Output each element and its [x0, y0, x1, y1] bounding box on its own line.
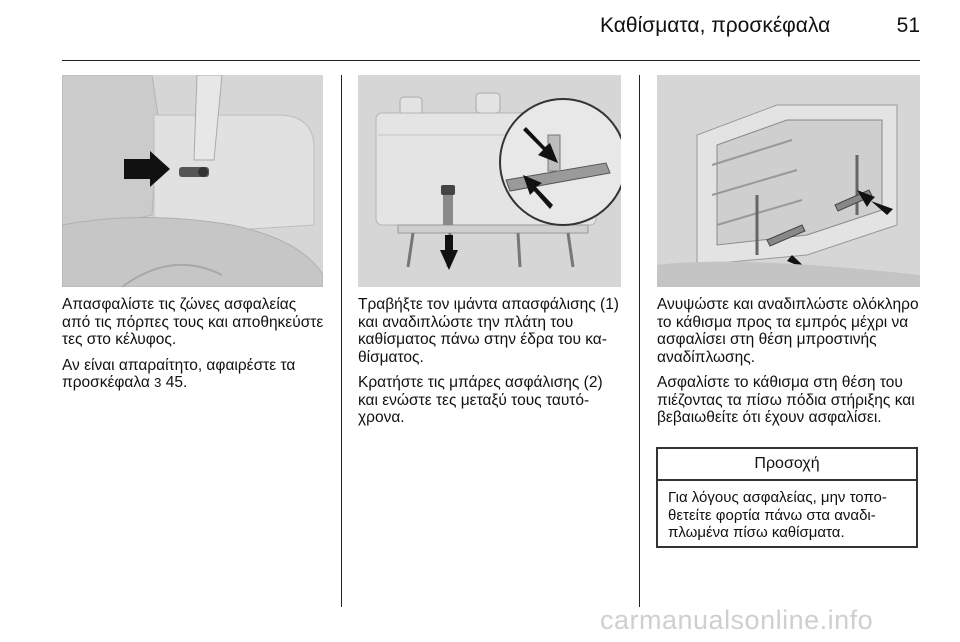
header-divider	[62, 60, 920, 61]
crossref-arrow-icon: 3	[154, 375, 162, 390]
column-2-text	[358, 296, 623, 435]
column-3-text	[657, 296, 920, 435]
column-1-text	[62, 296, 327, 400]
watermark: carmanualsonline.info	[600, 605, 874, 635]
tilt-seat-illustration	[657, 75, 920, 287]
paragraph: Απασφαλίστε τις ζώνες ασφαλείας από τις πόρπες τους και αποθηκεύστε τες στο κέλυφος.	[62, 296, 324, 348]
column-divider	[341, 75, 342, 607]
paragraph: Τραβήξτε τον ιμάντα απασφάλισης (1) και αναδιπλώστε την πλάτη του καθίσματος πάνω στην έδρα του καθίσματος.	[358, 296, 619, 366]
crossref-page-link[interactable]: 45.	[165, 374, 188, 391]
belt-buckle-illustration	[62, 75, 323, 287]
warning-title: Προσοχή	[658, 449, 916, 481]
paragraph-with-crossref	[62, 357, 327, 392]
paragraph: Ανυψώστε και αναδιπλώστε ολόκληρο το κάθισμα προς τα εμπρός μέχρι να ασφαλίσει στη θέση μπροστινής αναδίπλωσης.	[657, 296, 919, 366]
warning-box	[656, 447, 918, 548]
release-strap-illustration	[358, 75, 621, 287]
paragraph-text: Αν είναι απαραίτητο, αφαιρέστε τα προσκέφαλα	[62, 356, 296, 391]
page-number: 51	[896, 14, 920, 37]
paragraph: Ασφαλίστε το κάθισμα στη θέση του πιέζοντας τα πίσω πόδια στήριξης και βεβαιωθείτε ότι έχουν ασφαλίσει.	[657, 374, 915, 426]
column-divider	[639, 75, 640, 607]
warning-text: Για λόγους ασφαλείας, μην τοποθετείτε φορτία πάνω στα αναδιπλωμένα πίσω καθίσματα.	[668, 489, 887, 541]
paragraph: Κρατήστε τις μπάρες ασφάλισης (2) και ενώστε τες μεταξύ τους ταυτόχρονα.	[358, 374, 603, 426]
page-title: Καθίσματα, προσκέφαλα	[600, 14, 831, 37]
